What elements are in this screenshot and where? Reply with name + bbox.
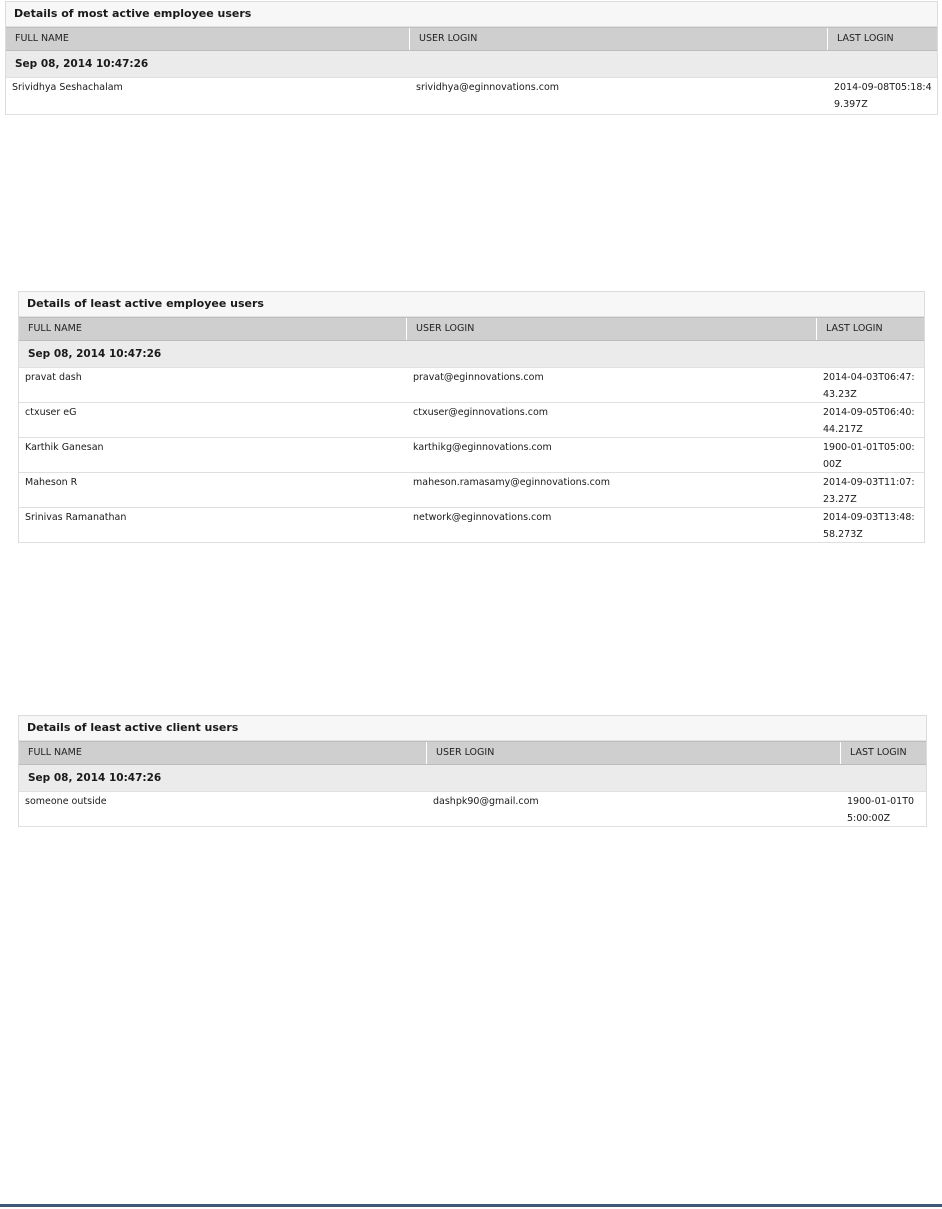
table-row xyxy=(6,78,937,115)
cell-full-name: Srividhya Seshachalam xyxy=(12,82,123,93)
cell-full-name: pravat dash xyxy=(25,372,82,383)
cell-user-login: dashpk90@gmail.com xyxy=(433,796,539,807)
cell-full-name: Karthik Ganesan xyxy=(25,442,104,453)
cell-full-name: ctxuser eG xyxy=(25,407,77,418)
cell-full-name: someone outside xyxy=(25,796,107,807)
column-header-last-login[interactable]: LAST LOGIN xyxy=(826,323,883,334)
table-row xyxy=(19,368,924,403)
cell-user-login: pravat@eginnovations.com xyxy=(413,372,544,383)
column-header-full-name[interactable]: FULL NAME xyxy=(19,318,407,340)
column-header-user-login[interactable]: USER LOGIN xyxy=(410,28,828,50)
table-row xyxy=(19,403,924,438)
date-group-row: Sep 08, 2014 10:47:26 xyxy=(19,765,926,792)
panel-title: Details of least active client users xyxy=(19,716,926,741)
table-row xyxy=(19,792,926,827)
cell-user-login: srividhya@eginnovations.com xyxy=(416,82,560,93)
most-active-employees-panel xyxy=(5,1,938,115)
column-header-last-login[interactable]: LAST LOGIN xyxy=(850,747,907,758)
cell-last-login: 1900-01-01T05:00:00Z xyxy=(847,796,915,824)
column-header-user-login[interactable]: USER LOGIN xyxy=(427,742,841,764)
cell-user-login: network@eginnovations.com xyxy=(413,512,552,523)
cell-last-login: 2014-09-03T11:07:23.27Z xyxy=(823,477,915,505)
panel-title: Details of most active employee users xyxy=(6,2,937,27)
cell-full-name: Maheson R xyxy=(25,477,78,488)
cell-last-login: 1900-01-01T05:00:00Z xyxy=(823,442,915,470)
least-active-clients-panel xyxy=(18,715,927,827)
least-active-employees-panel xyxy=(18,291,925,543)
column-header-full-name[interactable]: FULL NAME xyxy=(19,742,427,764)
cell-full-name: Srinivas Ramanathan xyxy=(25,512,127,523)
table-header xyxy=(19,317,924,341)
date-group-row: Sep 08, 2014 10:47:26 xyxy=(6,51,937,78)
column-header-user-login[interactable]: USER LOGIN xyxy=(407,318,817,340)
cell-last-login: 2014-09-03T13:48:58.273Z xyxy=(823,512,915,540)
table-row xyxy=(19,508,924,543)
cell-last-login: 2014-04-03T06:47:43.23Z xyxy=(823,372,915,400)
table-header xyxy=(6,27,937,51)
page-footer-rule xyxy=(0,1204,942,1207)
cell-last-login: 2014-09-08T05:18:49.397Z xyxy=(834,82,932,110)
table-row xyxy=(19,473,924,508)
panel-title: Details of least active employee users xyxy=(19,292,924,317)
table-header xyxy=(19,741,926,765)
cell-last-login: 2014-09-05T06:40:44.217Z xyxy=(823,407,915,435)
column-header-full-name[interactable]: FULL NAME xyxy=(6,28,410,50)
cell-user-login: maheson.ramasamy@eginnovations.com xyxy=(413,477,610,488)
cell-user-login: ctxuser@eginnovations.com xyxy=(413,407,549,418)
table-row xyxy=(19,438,924,473)
cell-user-login: karthikg@eginnovations.com xyxy=(413,442,552,453)
date-group-row: Sep 08, 2014 10:47:26 xyxy=(19,341,924,368)
column-header-last-login[interactable]: LAST LOGIN xyxy=(837,33,894,44)
